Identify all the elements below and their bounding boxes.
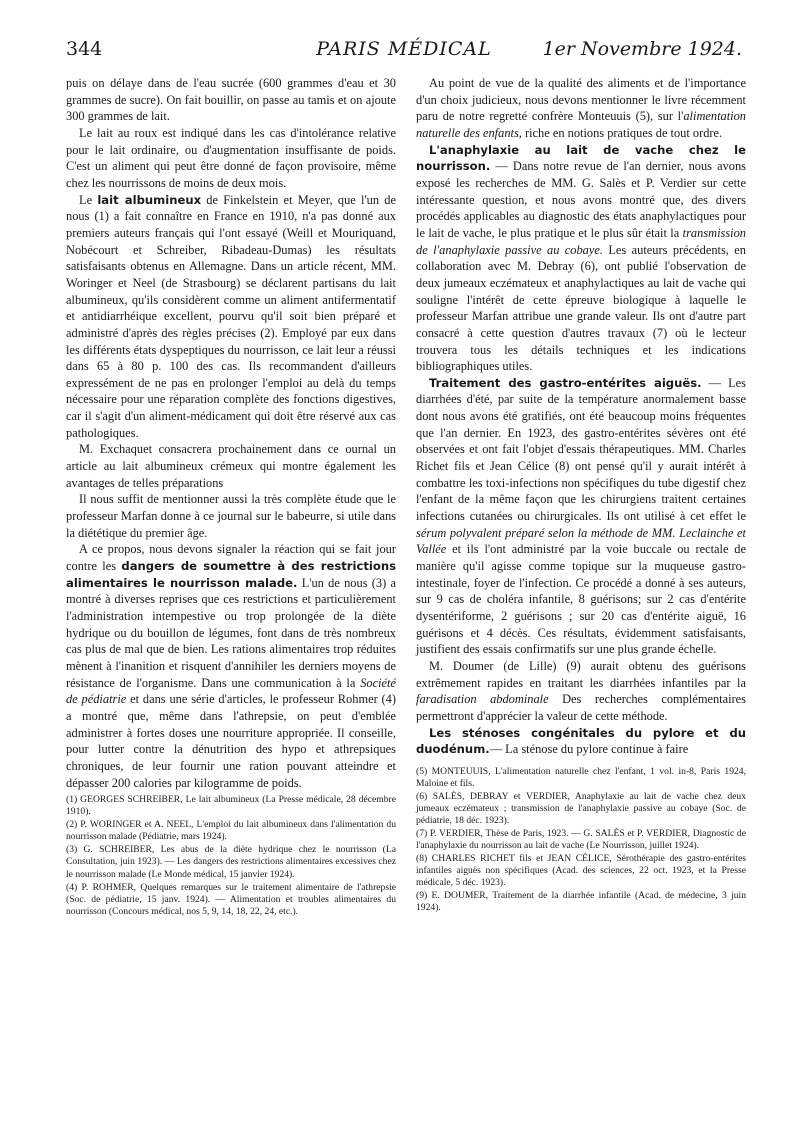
text-run: M. Doumer (de Lille) (9) aurait obtenu des guérisons extrêmement rapides en traitant les diarrhées infantiles par la [416, 658, 746, 690]
footnote: (2) P. WORINGER et A. NEEL, L'emploi du lait albumineux dans l'alimentation du nourrisson malade (Pédiatrie, mars 1924). [66, 819, 396, 843]
paragraph [416, 142, 746, 375]
footnote: (3) G. SCHREIBER, Les abus de la diète hydrique chez le nourrisson (La Consultation, juin 1923). — Les dangers des restrictions alimentaires excessives chez le nourrisson malade (Le Monde médical, 15 janvier 1924). [66, 844, 396, 880]
section-heading: dangers de soumettre à des restrictions alimentaires le nourrisson malade. [66, 559, 396, 590]
page-header [66, 38, 742, 68]
section-heading: Traitement des gastro-entérites aiguës. [429, 375, 702, 390]
text-run: — Dans notre revue de l'an dernier, nous avons exposé les recherches de MM. G. Salès et P. Verdier sur cette intéressante question, et nous avons montré que, des divers procédés applicables au diagnostic des états anaphylactiques pour le lait de vache, le plus pratique et le plus sûr était la [416, 159, 746, 240]
left-column [66, 75, 396, 919]
footnote: (6) SALÈS, DEBRAY et VERDIER, Anaphylaxie au lait de vache chez deux jumeaux eczémateux ; transmission de l'anaphylaxie passive au cobaye (Soc. de pédiatrie, 18 déc. 1923). [416, 791, 746, 827]
paragraph [416, 75, 746, 142]
italic-run: transmission de l'anaphylaxie passive au cobaye. [416, 225, 746, 257]
footnote: (5) MONTEUUIS, L'alimentation naturelle chez l'enfant, 1 vol. in-8, Paris 1924, Maloine et fils. [416, 765, 746, 789]
text-run: et ils l'ont administré par la voie buccale ou rectale de manière qu'il agisse comme topique sur la muqueuse gastro-intestinale, foyer de l'infection. Ce procédé a donné à ses auteurs, sur 9 cas de choléra infantile, 8 guérisons; sur 2 cas d'entérite dysentériforme, 2 guérisons ; sur 20 cas d'entérite aiguë, 16 guérisons et 4 décès. Ces résultats, évidemment satisfaisants, justifient des essais confirmatifs sur une plus grande échelle. [416, 542, 746, 657]
paragraph [416, 725, 746, 758]
paragraph [416, 375, 746, 658]
text-run: Les auteurs précédents, en collaboration avec M. Debray (6), ont publié l'observation de deux jumeaux eczémateux et anaphylactiques au lait de vache qui souligne l'intérêt de cette épreuve biologique à laquelle le professeur Marfan attribue une grande valeur. Ils ont d'autre part consacré à cette question d'autres travaux (7) où le lecteur trouvera tous les détails techniques et les indications bibliographiques utiles. [416, 242, 746, 374]
footnotes-left [66, 794, 396, 917]
text-run: Le [79, 192, 98, 207]
paragraph: Le lait au roux est indiqué dans les cas d'intolérance relative pour le lait ordinaire, ou d'augmentation insuffisante de poids. C'est un aliment qui peut être donné de façon provisoire, même chez les nourrissons de moins de deux mois. [66, 125, 396, 190]
footnote: (7) P. VERDIER, Thèse de Paris, 1923. — G. SALÈS et P. VERDIER, Diagnostic de l'anaphylaxie du nourrisson au lait de vache (Le Nourrisson, juillet 1924). [416, 828, 746, 852]
paragraph [66, 192, 396, 442]
footnote: (4) P. ROHMER, Quelques remarques sur le traitement alimentaire de l'athrepsie (Soc. de pédiatrie, 15 janv. 1924). — Alimentation et troubles alimentaires du nourrisson (Concours médical, nos 5, 9, 14, 18, 22, 24, etc.). [66, 881, 396, 917]
section-heading: L'anaphylaxie au lait de vache chez le nourrisson. [416, 142, 746, 174]
text-run: — Les diarrhées d'été, par suite de la température anormalement basse dont nous avons été gratifiés, ont été beaucoup moins fréquentes que l'an dernier. En 1923, des gastro-entérites sévères ont été observées et ont fait l'objet d'essais thérapeutiques. MM. Charles Richet fils et Jean Célice (8) ont pensé qu'il y aurait intérêt à combattre les toxi-infections non spécifiques du tube digestif chez l'enfant de la même façon que les chirurgiens traitent certaines infections cutanées ou chirurgicales. Ils ont utilisé à cet effet le [416, 375, 746, 524]
text-run: Des recherches complémentaires permettront d'apprécier la valeur de cette méthode. [416, 692, 746, 723]
paragraph [66, 541, 396, 791]
right-column [416, 75, 746, 915]
page-number: 344 [66, 38, 103, 60]
footnote: (9) E. DOUMER, Traitement de la diarrhée infantile (Acad. de médecine, 3 juin 1924). [416, 890, 746, 914]
text-run: L'un de nous (3) a montré à diverses reprises que ces restrictions et particulièrement l'administration intempestive ou trop prolongée de la diète hydrique ou du bouillon de légumes, font dans de très nombreux cas plus de mal que de bien. Les rations alimentaires trop réduites mènent à l'inanition et risquent d'annihiler les derniers moyens de résistance de l'organisme. Dans une communication à la [66, 575, 396, 690]
paragraph: M. Exchaquet consacrera prochainement dans ce ournal un article au lait albumineux crémeux qui montre également les avantages de telles préparations [66, 442, 396, 490]
italic-run: alimentation naturelle des enfants, [416, 109, 746, 140]
text-run: riche en notions pratiques de tout ordre. [521, 125, 723, 140]
text-run: — La sténose du pylore continue à faire [489, 742, 689, 757]
italic-run: faradisation abdominale [416, 692, 549, 707]
text-run: et dans une série d'articles, le professeur Rohmer (4) a montré que, même dans l'athrepsie, on peut d'emblée administrer à fortes doses une nourriture appropriée. Il conseille, pour lutter contre la dénutrition des hypo et athrepsiques chroniques, de leur fournir une ration pouvant atteindre et dépasser 200 calories par kilogramme de poids. [66, 692, 397, 790]
issue-date: 1er Novembre 1924. [542, 38, 742, 60]
paragraph: puis on délaye dans de l'eau sucrée (600 grammes d'eau et 30 grammes de sucre). On fait bouillir, on passe au tamis et on ajoute 300 grammes de lait. [66, 76, 396, 124]
section-heading: Les sténoses congénitales du pylore et du duodénum. [416, 725, 746, 757]
paragraph [416, 658, 746, 725]
paragraph: Il nous suffit de mentionner aussi la très complète étude que le professeur Marfan donne à ce journal sur le babeurre, si utile dans la diététique du premier âge. [66, 492, 396, 540]
journal-title: PARIS MÉDICAL [316, 38, 492, 60]
italic-run: sérum polyvalent préparé selon la méthode de MM. Leclainche et Vallée [416, 525, 746, 557]
footnote: (1) GEORGES SCHREIBER, Le lait albumineux (La Presse médicale, 28 décembre 1910). [66, 794, 396, 818]
footnotes-right [416, 766, 746, 915]
text-run: Au point de vue de la qualité des aliments et de l'importance d'un choix judicieux, nous devons mentionner le livre récemment paru de notre regretté confrère Monteuuis (5), sur l' [416, 76, 746, 124]
footnote: (8) CHARLES RICHET fils et JEAN CÉLICE, Sérothérapie des gastro-entérites infantiles aiguës non spécifiques (Acad. des sciences, 22 oct. 1923, et la Presse médicale, 5 déc. 1923). [416, 853, 746, 889]
italic-run: Société de pédiatrie [66, 675, 396, 707]
text-run: de Finkelstein et Meyer, que l'un de nous (1) a fait connaître en France en 1910, n'a pas donné aux premiers auteurs français qui l'ont essayé (Weill et Mouriquand, Nobécourt et Schreiber, Ribadeau-Dumas) les résultats satisfaisants obtenus en Allemagne. Dans un article récent, MM. Woringer et Neel (de Strasbourg) se déclarent partisans du lait albumineux, qu'ils considèrent comme un aliment antifermentatif et antidiarrhéique excellent, pourvu qu'il soit bien préparé et administré d'après des règles précises (2). Employé par eux dans les différents états dyspeptiques du nourrisson, ce lait leur a réussi dans 65 à 80 p. 100 des cas. Ils recommandent d'ailleurs expressément de ne pas en prolonger l'emploi au delà du temps nécessaire pour une réparation complète des fonctions digestives, car il s'agit d'un aliment-médicament qui doit être réservé aux cas pathologiques. [66, 192, 397, 440]
text-run: A ce propos, nous devons signaler la réaction qui se fait jour contre les [66, 542, 396, 574]
section-heading: lait albumineux [97, 192, 202, 207]
